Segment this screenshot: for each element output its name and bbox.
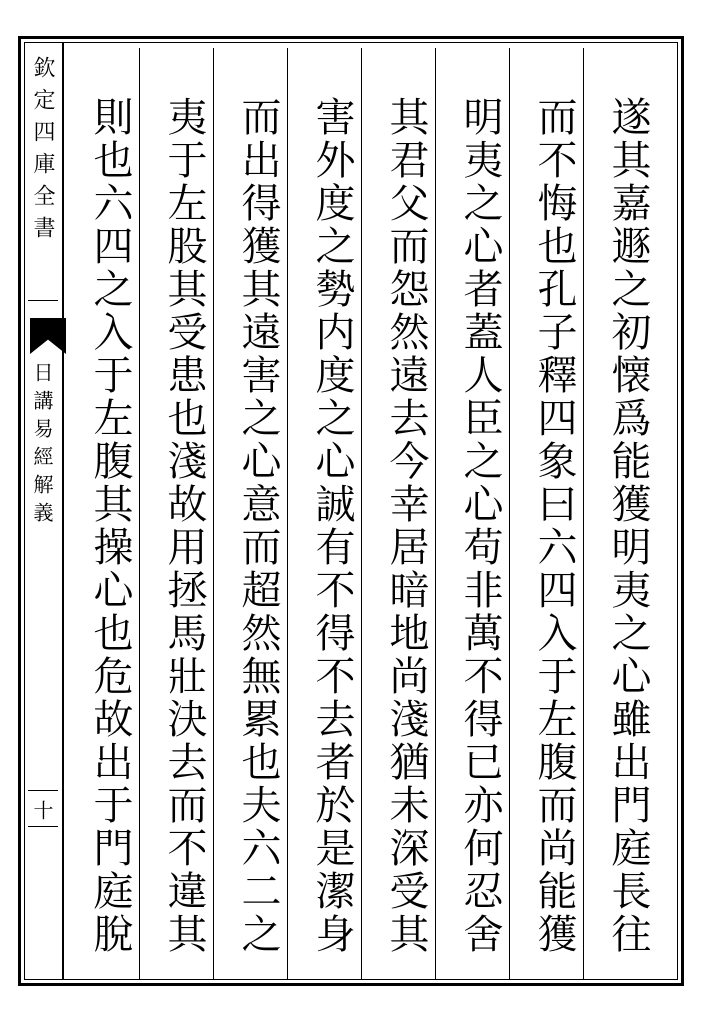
collection-title: 欽定四庫全書	[30, 56, 55, 248]
text-column: 害外度之勢内度之心誠有不得不去者於是潔身	[309, 96, 355, 956]
text-column: 則也六四之入于左腹其操心也危故出于門庭脫	[87, 96, 133, 956]
text-column: 而不悔也孔子釋四象曰六四入于左腹而尚能獲	[531, 96, 577, 956]
column-rule	[361, 48, 362, 980]
column-rule	[139, 48, 140, 980]
margin-divider	[28, 826, 58, 827]
page-number: 十	[30, 800, 54, 820]
text-column: 明夷之心者蓋人臣之心苟非萬不得已亦何忍舍	[457, 96, 503, 956]
text-column: 其君父而怨然遠去今幸居暗地尚淺猶未深受其	[383, 96, 429, 956]
column-rule	[509, 48, 510, 980]
text-column: 遂其嘉遯之初懐爲能獲明夷之心雖出門庭長往	[605, 96, 651, 956]
text-column: 而出得獲其遠害之心意而超然無累也夫六二之	[235, 96, 281, 956]
column-rule	[287, 48, 288, 980]
column-rule	[213, 48, 214, 980]
text-column: 夷于左股其受患也淺故用拯馬壯決去而不違其	[161, 96, 207, 956]
column-rule	[435, 48, 436, 980]
margin-divider	[28, 300, 58, 301]
book-title: 日講易經解義	[30, 362, 54, 530]
margin-divider	[28, 790, 58, 791]
column-rule	[583, 48, 584, 980]
